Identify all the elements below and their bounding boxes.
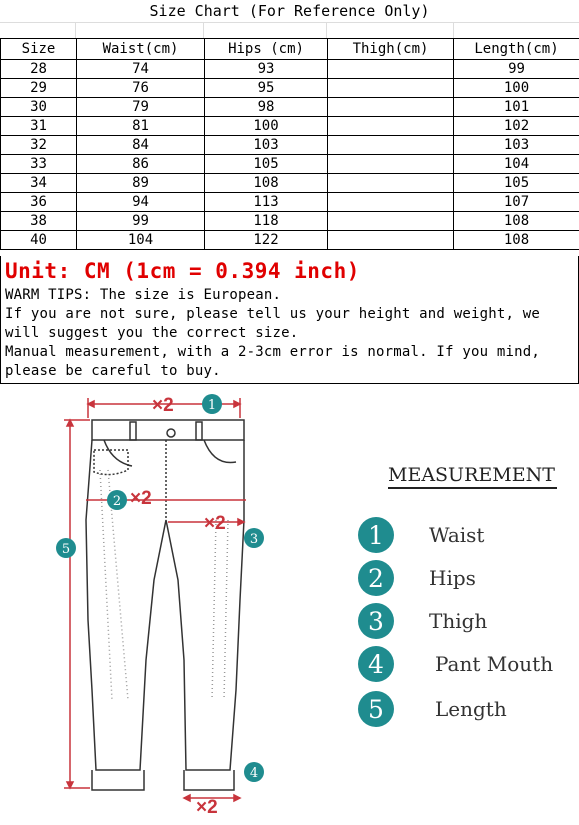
table-cell: 108 (454, 212, 579, 231)
header-hips: Hips (cm) (205, 39, 328, 60)
spacer-row (0, 22, 579, 38)
notes-panel (0, 256, 579, 384)
table-cell: 31 (1, 117, 77, 136)
table-cell (328, 136, 454, 155)
table-cell: 32 (1, 136, 77, 155)
unit-note: Unit: CM (1cm = 0.394 inch) (5, 259, 360, 283)
chart-title: Size Chart (For Reference Only) (0, 0, 579, 23)
table-row (1, 231, 579, 250)
legend-item-pant-mouth (358, 646, 568, 686)
table-cell: 38 (1, 212, 77, 231)
header-length: Length(cm) (454, 39, 579, 60)
table-row (1, 117, 579, 136)
table-cell (328, 117, 454, 136)
size-table (0, 38, 579, 250)
legend-label-waist: Waist (429, 523, 485, 547)
table-cell: 89 (77, 174, 205, 193)
table-row (1, 193, 579, 212)
table-cell: 107 (454, 193, 579, 212)
table-cell: 113 (205, 193, 328, 212)
table-row (1, 155, 579, 174)
table-row (1, 98, 579, 117)
legend-number-2: 2 (358, 560, 394, 596)
table-cell (328, 155, 454, 174)
measurement-title: MEASUREMENT (388, 464, 557, 489)
tip-line-2: If you are not sure, please tell us your height and weight, we (5, 306, 540, 322)
table-cell: 103 (205, 136, 328, 155)
table-cell: 105 (454, 174, 579, 193)
table-cell: 95 (205, 79, 328, 98)
table-cell (328, 212, 454, 231)
table-cell (328, 60, 454, 79)
tip-line-5: please be careful to buy. (5, 363, 221, 379)
table-cell: 104 (77, 231, 205, 250)
table-cell: 105 (205, 155, 328, 174)
tip-line-4: Manual measurement, with a 2-3cm error is normal. If you mind, (5, 344, 540, 360)
table-cell: 74 (77, 60, 205, 79)
marker-3: 3 (249, 532, 259, 547)
table-cell: 103 (454, 136, 579, 155)
table-cell: 28 (1, 60, 77, 79)
table-cell: 81 (77, 117, 205, 136)
table-cell: 118 (205, 212, 328, 231)
marker-1: 1 (207, 398, 217, 413)
legend-item-thigh (358, 603, 568, 643)
legend-number-5: 5 (358, 691, 394, 727)
table-cell: 86 (77, 155, 205, 174)
mouth-multiplier: ×2 (196, 797, 218, 818)
table-row (1, 212, 579, 231)
header-thigh: Thigh(cm) (328, 39, 454, 60)
legend-label-hips: Hips (429, 566, 476, 590)
marker-4: 4 (249, 766, 259, 781)
table-cell: 101 (454, 98, 579, 117)
hips-multiplier: ×2 (130, 488, 152, 509)
table-header-row (1, 39, 579, 60)
table-cell: 99 (77, 212, 205, 231)
marker-2: 2 (112, 494, 122, 509)
table-cell: 99 (454, 60, 579, 79)
table-cell: 29 (1, 79, 77, 98)
legend-label-thigh: Thigh (429, 609, 488, 633)
legend-item-hips (358, 560, 568, 600)
table-row (1, 174, 579, 193)
table-cell (328, 231, 454, 250)
legend-number-3: 3 (358, 603, 394, 639)
table-cell: 30 (1, 98, 77, 117)
header-size: Size (1, 39, 77, 60)
table-row (1, 60, 579, 79)
marker-5: 5 (61, 542, 71, 557)
table-cell: 33 (1, 155, 77, 174)
table-cell: 100 (205, 117, 328, 136)
table-cell (328, 98, 454, 117)
table-cell: 122 (205, 231, 328, 250)
legend-label-length: Length (435, 697, 507, 721)
table-cell: 100 (454, 79, 579, 98)
table-cell: 34 (1, 174, 77, 193)
table-row (1, 136, 579, 155)
table-cell: 98 (205, 98, 328, 117)
table-row (1, 79, 579, 98)
table-cell (328, 79, 454, 98)
legend-item-waist (358, 517, 568, 557)
table-cell: 104 (454, 155, 579, 174)
table-cell: 108 (205, 174, 328, 193)
pants-outline (86, 420, 244, 790)
table-cell (328, 174, 454, 193)
legend-item-length (358, 691, 568, 731)
table-cell: 79 (77, 98, 205, 117)
legend-number-1: 1 (358, 517, 394, 553)
table-cell: 94 (77, 193, 205, 212)
waist-multiplier: ×2 (152, 395, 174, 416)
table-cell: 93 (205, 60, 328, 79)
table-cell: 76 (77, 79, 205, 98)
table-cell: 108 (454, 231, 579, 250)
table-cell (328, 193, 454, 212)
table-cell: 40 (1, 231, 77, 250)
tip-line-1: WARM TIPS: The size is European. (5, 287, 282, 303)
table-cell: 36 (1, 193, 77, 212)
tip-line-3: will suggest you the correct size. (5, 325, 299, 341)
legend-number-4: 4 (358, 646, 394, 682)
table-cell: 84 (77, 136, 205, 155)
thigh-multiplier: ×2 (204, 513, 226, 534)
header-waist: Waist(cm) (77, 39, 205, 60)
table-cell: 102 (454, 117, 579, 136)
legend-label-pant-mouth: Pant Mouth (435, 652, 554, 676)
